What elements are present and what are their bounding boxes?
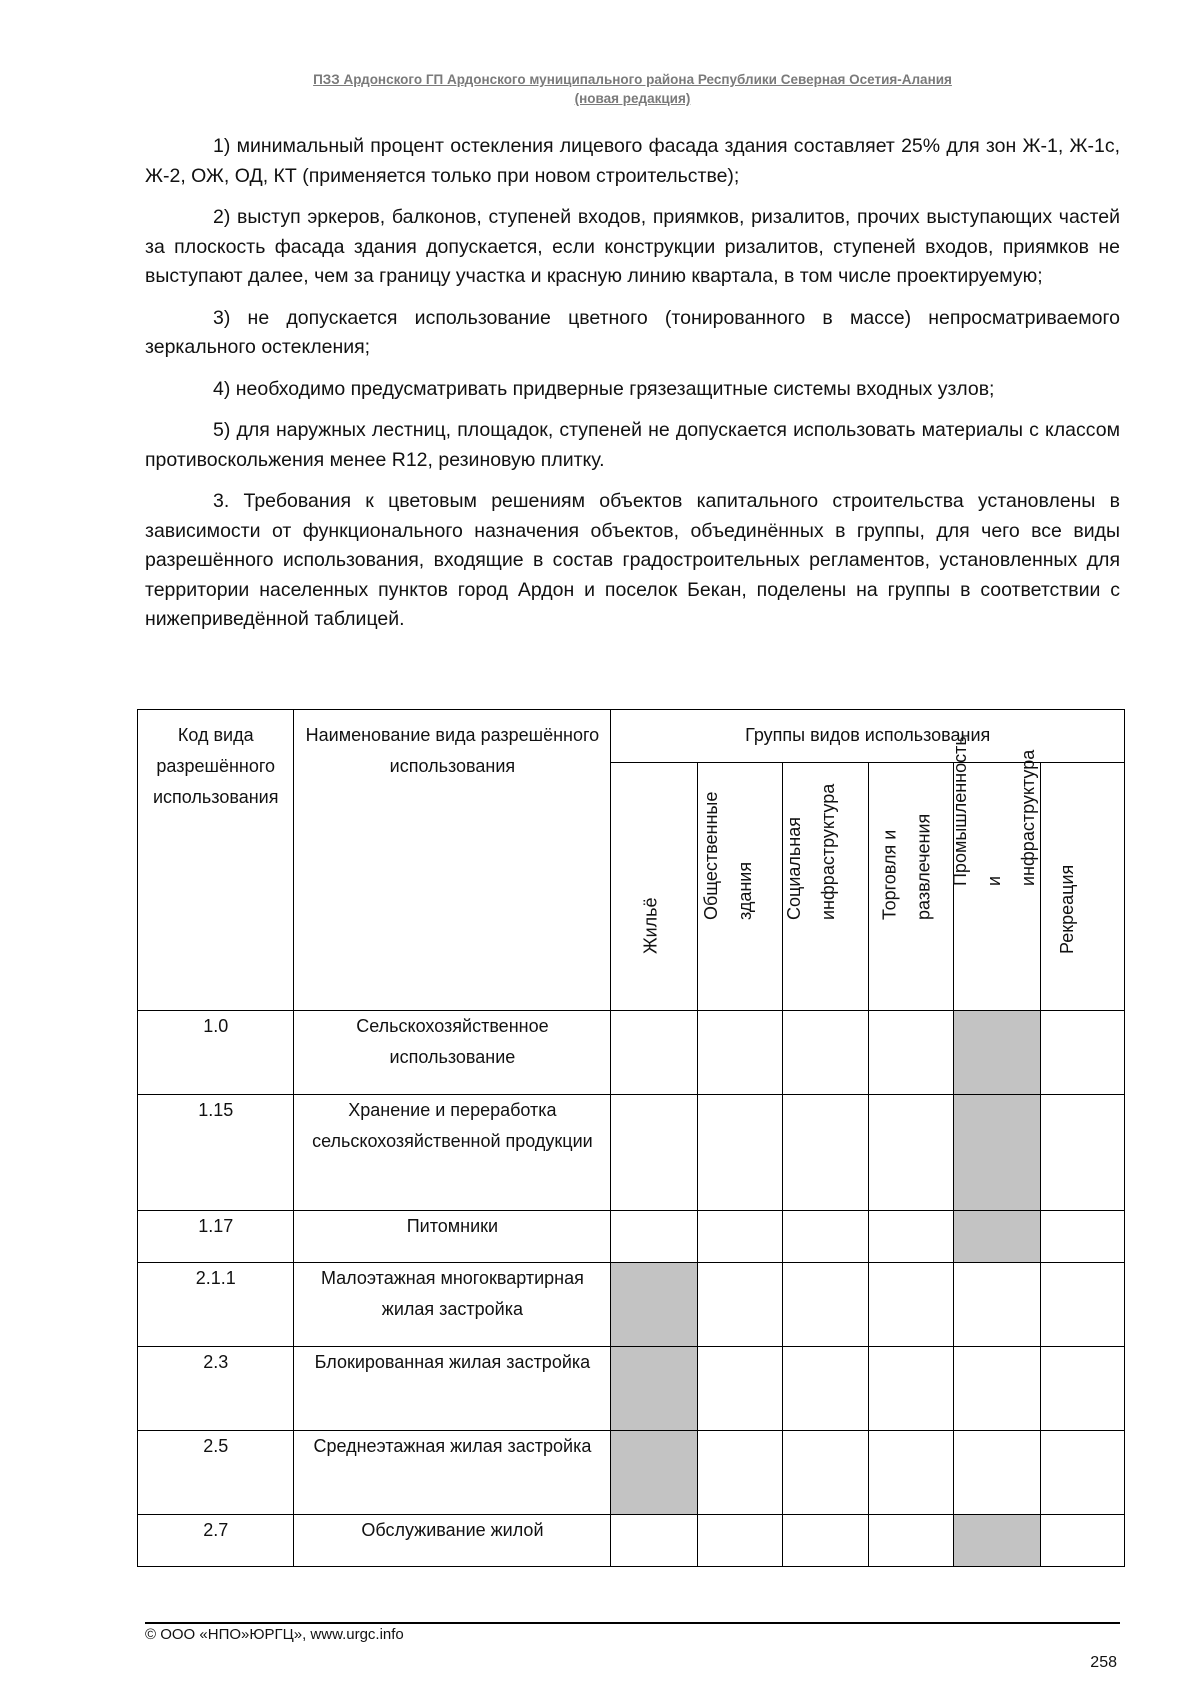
group-mark-empty: [869, 1263, 954, 1347]
group-mark-empty: [697, 1515, 782, 1567]
group-mark-filled: [954, 1011, 1040, 1095]
paragraph: 4) необходимо предусматривать придверные грязезащитные системы входных узлов;: [213, 377, 995, 400]
table-row: [138, 1347, 1125, 1431]
table-row: [138, 1263, 1125, 1347]
group-mark-empty: [782, 1011, 868, 1095]
group-mark-empty: [782, 1263, 868, 1347]
group-mark-filled: [954, 1095, 1040, 1211]
group-mark-empty: [782, 1515, 868, 1567]
table-row: [138, 1211, 1125, 1263]
group-mark-empty: [869, 1431, 954, 1515]
group-header-label: Жильё: [640, 897, 661, 954]
group-header: [869, 763, 954, 1011]
header-title: ПЗЗ Ардонского ГП Ардонского муниципального района Республики Северная Осетия-Алания: [313, 72, 952, 87]
group-mark-empty: [782, 1347, 868, 1431]
group-mark-empty: [782, 1211, 868, 1263]
group-mark-empty: [697, 1263, 782, 1347]
group-header: [1040, 763, 1124, 1011]
footer-divider: [145, 1622, 1120, 1624]
group-mark-empty: [869, 1515, 954, 1567]
paragraph: 3. Требования к цветовым решениям объектов капитального строительства установлены в зависимости от функционального назначения объектов, объединённых в группы, для чего все виды разрешённого использования, входящие в состав градостроительных регламентов, установленных для территории населенных пунктов город Ардон и поселок Бекан, поделены на группы в соответствии с нижеприведённой таблицей.: [145, 490, 1120, 630]
group-mark-empty: [1040, 1011, 1124, 1095]
group-mark-empty: [611, 1011, 697, 1095]
column-header-code: Код вида разрешённого использования: [138, 710, 294, 1011]
table-body: [138, 1011, 1125, 1567]
group-mark-empty: [1040, 1431, 1124, 1515]
group-mark-empty: [611, 1095, 697, 1211]
group-mark-empty: [782, 1431, 868, 1515]
group-mark-empty: [954, 1431, 1040, 1515]
group-header: [697, 763, 782, 1011]
group-mark-empty: [869, 1095, 954, 1211]
paragraph: 5) для наружных лестниц, площадок, ступеней не допускается использовать материалы с классом противоскольжения менее R12, резиновую плитку.: [145, 419, 1120, 471]
group-mark-filled: [611, 1431, 697, 1515]
paragraph: 1) минимальный процент остекления лицевого фасада здания составляет 25% для зон Ж-1, Ж-1с, Ж-2, ОЖ, ОД, КТ (применяется только при новом строительстве);: [145, 135, 1120, 187]
table-row: [138, 1011, 1125, 1095]
row-code: 2.1.1: [138, 1263, 294, 1347]
paragraph: 2) выступ эркеров, балконов, ступеней входов, приямков, ризалитов, прочих выступающих частей за плоскость фасада здания допускается, если конструкции ризалитов, ступеней входов, приямков не выступают далее, чем за границу участка и красную линию квартала, в том числе проектируемую;: [145, 206, 1120, 287]
row-code: 2.5: [138, 1431, 294, 1515]
group-mark-filled: [954, 1211, 1040, 1263]
group-mark-empty: [869, 1211, 954, 1263]
group-mark-empty: [869, 1347, 954, 1431]
column-header-name: Наименование вида разрешённого использования: [294, 710, 611, 1011]
group-mark-empty: [954, 1263, 1040, 1347]
row-name: Среднеэтажная жилая застройка: [294, 1431, 611, 1515]
row-name: Хранение и переработка сельскохозяйственной продукции: [294, 1095, 611, 1211]
page-header: [145, 70, 1120, 108]
group-mark-empty: [697, 1095, 782, 1211]
group-header-label: Социальная инфраструктура: [783, 783, 838, 920]
row-name: Малоэтажная многоквартирная жилая застройка: [294, 1263, 611, 1347]
group-mark-empty: [1040, 1095, 1124, 1211]
group-mark-empty: [869, 1011, 954, 1095]
row-name: Питомники: [294, 1211, 611, 1263]
use-groups-table: [137, 709, 1125, 1567]
group-mark-filled: [954, 1515, 1040, 1567]
row-code: 2.3: [138, 1347, 294, 1431]
group-header: [782, 763, 868, 1011]
table-row: [138, 1095, 1125, 1211]
group-mark-empty: [1040, 1263, 1124, 1347]
group-header: [611, 763, 697, 1011]
row-name: Блокированная жилая застройка: [294, 1347, 611, 1431]
group-header: [950, 736, 1040, 1011]
table-row: [138, 1515, 1125, 1567]
header-subtitle: (новая редакция): [574, 91, 691, 106]
row-name: Сельскохозяйственное использование: [294, 1011, 611, 1095]
column-header-groups: Группы видов использования: [611, 710, 1125, 763]
body-text: [145, 132, 1120, 647]
group-header-label: Торговля и развлечения: [880, 813, 935, 920]
row-code: 1.15: [138, 1095, 294, 1211]
footer-copyright: © ООО «НПО»ЮРГЦ», www.urgc.info: [145, 1626, 404, 1643]
row-code: 2.7: [138, 1515, 294, 1567]
page-number: 258: [1090, 1654, 1117, 1671]
group-mark-empty: [697, 1211, 782, 1263]
group-mark-empty: [1040, 1515, 1124, 1567]
paragraph: 3) не допускается использование цветного (тонированного в массе) непросматриваемого зеркального остекления;: [145, 306, 1120, 358]
group-header-label: Промышленность и инфраструктура: [950, 736, 1039, 886]
row-code: 1.0: [138, 1011, 294, 1095]
group-mark-empty: [1040, 1211, 1124, 1263]
row-code: 1.17: [138, 1211, 294, 1263]
group-mark-empty: [697, 1431, 782, 1515]
table-row: [138, 1431, 1125, 1515]
group-mark-empty: [611, 1515, 697, 1567]
group-mark-filled: [611, 1347, 697, 1431]
group-mark-filled: [611, 1263, 697, 1347]
group-header-label: Общественные здания: [700, 791, 755, 920]
group-header-label: Рекреация: [1057, 864, 1078, 954]
group-mark-empty: [782, 1095, 868, 1211]
row-name: Обслуживание жилой: [294, 1515, 611, 1567]
group-mark-empty: [697, 1011, 782, 1095]
group-mark-empty: [611, 1211, 697, 1263]
group-mark-empty: [1040, 1347, 1124, 1431]
group-mark-empty: [954, 1347, 1040, 1431]
group-mark-empty: [697, 1347, 782, 1431]
